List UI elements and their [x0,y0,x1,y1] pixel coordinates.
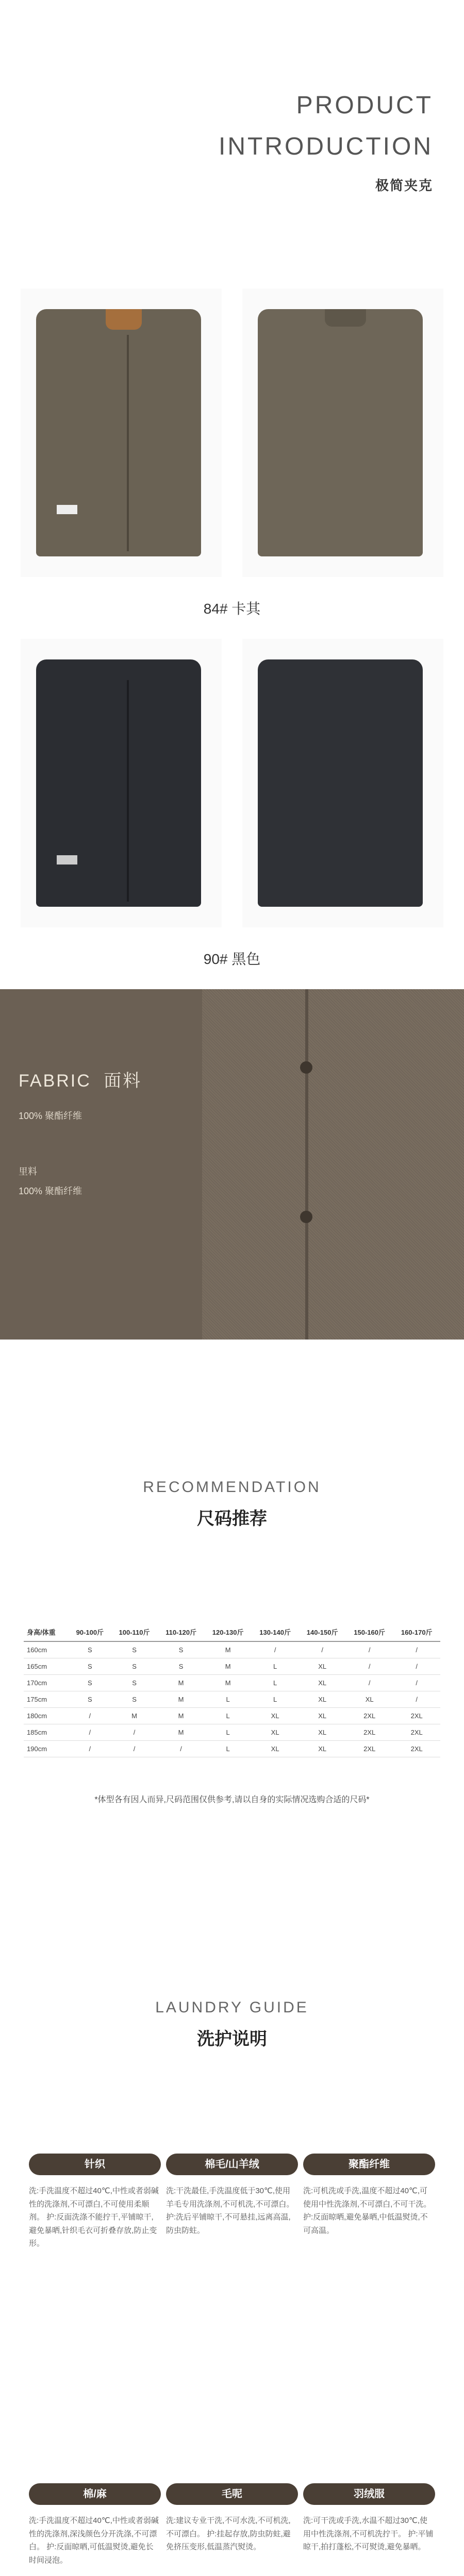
laundry-item-body: 洗:可干洗或手洗,水温不超过30℃,使用中性洗涤剂,不可机洗拧干。 护:平铺晾干,拍打蓬松,不可熨烫,避免暴晒。 [303,2516,434,2551]
size-cell: L [252,1675,299,1691]
size-cell: / [346,1658,393,1675]
header-subtitle: 极简夹克 [375,178,433,193]
size-cell: S [69,1691,111,1708]
laundry-item-body: 洗:干洗最佳,手洗温度低于30℃,使用羊毛专用洗涤剂,不可机洗,不可漂白。 护:洗后平铺晾干,不可悬挂,远离高温,防虫防蛀。 [166,2187,294,2235]
recommendation-title-en: RECOMMENDATION [143,1479,321,1496]
size-cell: / [393,1691,440,1708]
size-cell: M [158,1708,205,1724]
size-cell: M [204,1675,252,1691]
size-cell: L [204,1691,252,1708]
size-cell: M [158,1724,205,1741]
size-cell: / [299,1641,346,1658]
laundry-item-body: 洗:手洗温度不超过40℃,中性或者弱碱性的洗涤剂,深浅颜色分开洗涤,不可漂白。 护:反面晾晒,可低温熨烫,避免长时间浸泡。 [29,2516,159,2565]
size-cell: 160cm [24,1641,69,1658]
laundry-item-head: 棉毛/山羊绒 [166,2154,298,2175]
size-cell: L [252,1691,299,1708]
laundry-title-cn: 洗护说明 [197,2029,267,2049]
header-title-line2: INTRODUCTION [219,133,433,160]
size-cell: S [111,1675,158,1691]
laundry-item-body: 洗:手洗温度不超过40℃,中性或者弱碱性的洗涤剂,不可漂白,不可使用柔顺剂。 护:反面洗涤不能拧干,平铺晾干,避免暴晒,针织毛衣可折叠存放,防止变形。 [29,2187,159,2248]
fabric-closeup-photo [202,989,464,1340]
size-cell: / [69,1724,111,1741]
size-cell: / [69,1708,111,1724]
size-cell: S [111,1658,158,1675]
size-cell: / [158,1741,205,1757]
size-header-cell: 110-120斤 [158,1623,205,1641]
size-cell: 2XL [346,1708,393,1724]
size-cell: / [393,1641,440,1658]
size-header-cell: 100-110斤 [111,1623,158,1641]
size-cell: S [111,1641,158,1658]
size-cell: 2XL [393,1741,440,1757]
laundry-item [166,2483,298,2554]
laundry-item-head: 针织 [29,2154,161,2175]
size-table-row [24,1641,440,1658]
size-cell: / [252,1641,299,1658]
size-cell: M [111,1708,158,1724]
size-cell: 165cm [24,1658,69,1675]
size-cell: XL [299,1741,346,1757]
size-cell: 185cm [24,1724,69,1741]
size-header-cell: 130-140斤 [252,1623,299,1641]
size-table-row [24,1724,440,1741]
size-cell: 180cm [24,1708,69,1724]
black-back-photo [242,639,443,927]
black-front-photo [21,639,222,927]
size-cell: M [158,1691,205,1708]
size-table-header-row [24,1623,440,1641]
size-cell: 2XL [346,1724,393,1741]
size-cell: XL [299,1724,346,1741]
size-cell: XL [299,1708,346,1724]
size-cell: M [158,1675,205,1691]
size-cell: XL [252,1708,299,1724]
khaki-caption: 84# 卡其 [203,601,261,617]
size-cell: 175cm [24,1691,69,1708]
size-cell: S [69,1658,111,1675]
size-cell: S [158,1658,205,1675]
size-cell: 2XL [393,1724,440,1741]
fabric-panel [0,989,202,1340]
laundry-item [303,2483,435,2554]
size-cell: 2XL [346,1741,393,1757]
size-cell: / [111,1741,158,1757]
laundry-item-body: 洗:可机洗或手洗,温度不超过40℃,可使用中性洗涤剂,不可漂白,不可干洗。 护:反面晾晒,避免暴晒,中低温熨烫,不可高温。 [303,2187,432,2235]
size-cell: S [111,1691,158,1708]
laundry-item [303,2154,435,2237]
header-title-line1: PRODUCT [296,92,433,119]
size-table [24,1623,440,1757]
size-cell: L [204,1724,252,1741]
size-table-row [24,1691,440,1708]
fabric-shell: 100% 聚酯纤维 [19,1111,82,1121]
size-cell: 170cm [24,1675,69,1691]
size-header-cell: 身高/体重 [24,1623,69,1641]
size-cell: S [69,1675,111,1691]
size-cell: / [111,1724,158,1741]
size-cell: XL [346,1691,393,1708]
laundry-item [166,2154,298,2237]
size-cell: S [158,1641,205,1658]
laundry-item-head: 聚酯纤维 [303,2154,435,2175]
size-table-row [24,1741,440,1757]
recommendation-title-cn: 尺码推荐 [197,1509,267,1529]
size-header-cell: 150-160斤 [346,1623,393,1641]
size-cell: / [346,1675,393,1691]
size-cell: 190cm [24,1741,69,1757]
laundry-item [29,2483,161,2567]
size-header-cell: 160-170斤 [393,1623,440,1641]
size-cell: / [69,1741,111,1757]
fabric-title-cn: 面料 [104,1071,142,1091]
size-header-cell: 90-100斤 [69,1623,111,1641]
laundry-item [29,2154,161,2250]
size-cell: XL [252,1741,299,1757]
size-cell: XL [252,1724,299,1741]
size-cell: S [69,1641,111,1658]
laundry-title-en: LAUNDRY GUIDE [155,1999,309,2016]
size-cell: M [204,1658,252,1675]
black-caption: 90# 黑色 [203,951,261,967]
laundry-item-body: 洗:建议专业干洗,不可水洗,不可机洗,不可漂白。 护:挂起存放,防虫防蛀,避免挤压变形,低温蒸汽熨烫。 [166,2516,291,2551]
size-cell: L [252,1658,299,1675]
fabric-lining-value: 100% 聚酯纤维 [19,1186,82,1196]
size-table-row [24,1658,440,1675]
khaki-back-photo [242,289,443,577]
size-header-cell: 120-130斤 [204,1623,252,1641]
size-table-row [24,1708,440,1724]
size-table-row [24,1675,440,1691]
size-cell: M [204,1641,252,1658]
size-header-cell: 140-150斤 [299,1623,346,1641]
size-cell: / [393,1675,440,1691]
khaki-front-photo [21,289,222,577]
size-note: *体型各有因人而异,尺码范围仅供参考,请以自身的实际情况选购合适的尺码* [94,1795,370,1804]
size-cell: / [393,1658,440,1675]
fabric-lining-label: 里料 [19,1166,37,1177]
laundry-item-head: 棉/麻 [29,2483,161,2505]
laundry-item-head: 羽绒服 [303,2483,435,2505]
size-cell: XL [299,1691,346,1708]
size-cell: / [346,1641,393,1658]
laundry-item-head: 毛呢 [166,2483,298,2505]
size-cell: 2XL [393,1708,440,1724]
size-cell: XL [299,1675,346,1691]
size-cell: L [204,1741,252,1757]
fabric-title-en: FABRIC [19,1071,91,1091]
size-cell: L [204,1708,252,1724]
size-cell: XL [299,1658,346,1675]
